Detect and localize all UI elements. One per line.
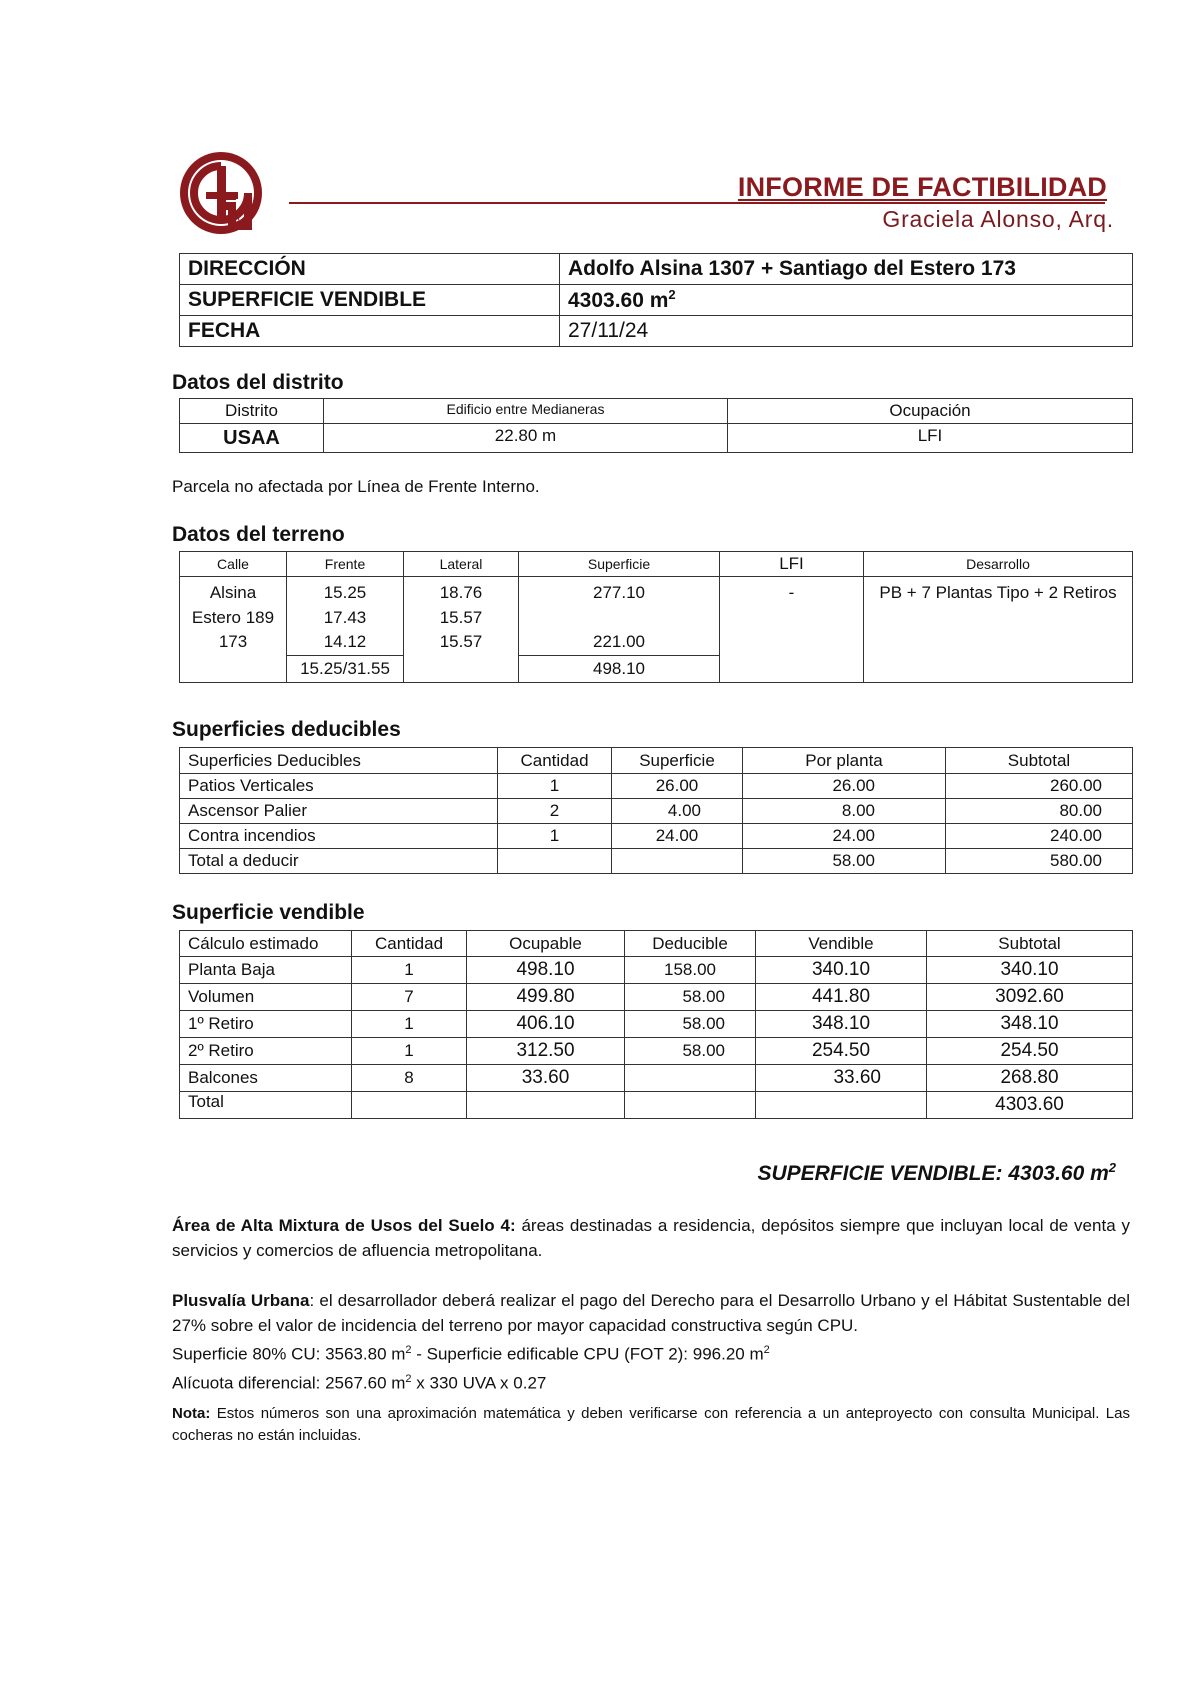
header-cell: Vendible: [756, 931, 927, 957]
header-cell: Cantidad: [498, 748, 612, 774]
header-cell: Cálculo estimado: [180, 931, 352, 957]
calle-item: 173: [218, 632, 248, 651]
lateral-item: 15.57: [439, 607, 483, 627]
table-cell: 8.00: [743, 799, 946, 824]
table-cell: 1: [352, 1038, 467, 1065]
plusvalia-paragraph: Plusvalía Urbana: el desarrollador deberá realizar el pago del Derecho para el Desarrollo Urbano y el Hábitat Sustentable del 27% sobre el valor de incidencia del terreno por mayor capacidad constructiva según CPU. Superficie 80% CU: 3563.80 $m^2$ - Superficie edificable CPU (FOT 2): 996.20 $m^2$ Alícuota diferencial: 2567.60 $m^2$ x 330 UVA x 0.27: [172, 1291, 1130, 1393]
terreno-table: [179, 551, 1133, 683]
area-paragraph: Área de Alta Mixtura de Usos del Suelo 4: áreas destinadas a residencia, depósitos siempre que incluyan local de venta y servicios y comercios de afluencia metropolitana.: [172, 1216, 1130, 1260]
superficie-vendible-summary: SUPERFICIE VENDIBLE: 4303.60 $m^2$: [757, 1160, 1116, 1185]
vendible-table: [179, 930, 1133, 1119]
header-cell: Deducible: [625, 931, 756, 957]
table-row: [180, 552, 1133, 577]
table-cell: 580.00: [946, 849, 1133, 874]
calle-item: Estero 189: [191, 607, 275, 627]
table-cell: 441.80: [756, 984, 927, 1011]
header-cell: Subtotal: [946, 748, 1133, 774]
table-cell: 8: [352, 1065, 467, 1092]
table-cell: 26.00: [612, 774, 743, 799]
table-row: [180, 254, 1133, 285]
table-cell: 7: [352, 984, 467, 1011]
info-table: [179, 253, 1133, 347]
table-row: [180, 774, 1133, 799]
header-cell: Calle: [180, 552, 287, 577]
table-cell: 498.10: [467, 957, 625, 984]
table-row: [180, 957, 1133, 984]
medianeras-value: 22.80 m: [324, 424, 728, 453]
table-row: [180, 1092, 1133, 1119]
section-title-deducibles: Superficies deducibles: [172, 718, 401, 741]
table-cell: Patios Verticales: [180, 774, 498, 799]
lateral-item: 18.76: [439, 583, 483, 602]
table-cell: Contra incendios: [180, 824, 498, 849]
table-row: [180, 824, 1133, 849]
deducibles-table: [179, 747, 1133, 874]
table-row: [180, 577, 1133, 656]
header-cell: Distrito: [180, 399, 324, 424]
table-cell: [498, 849, 612, 874]
table-cell: 3092.60: [927, 984, 1133, 1011]
table-cell: 58.00: [625, 1038, 756, 1065]
table-row: [180, 424, 1133, 453]
table-cell: Planta Baja: [180, 957, 352, 984]
company-logo: [176, 148, 266, 238]
section-title-vendible: Superficie vendible: [172, 901, 365, 924]
table-cell: 340.10: [927, 957, 1133, 984]
table-row: [180, 1011, 1133, 1038]
lfi-cell: -: [720, 577, 864, 683]
ocupacion-value: LFI: [728, 424, 1133, 453]
svg-text:Arq: Arq: [234, 216, 253, 227]
table-cell: 58.00: [743, 849, 946, 874]
parcela-note: Parcela no afectada por Línea de Frente Interno.: [172, 477, 540, 496]
superficie-total: 498.10: [519, 655, 720, 682]
header-cell: Subtotal: [927, 931, 1133, 957]
direccion-value: Adolfo Alsina 1307 + Santiago del Estero 173: [560, 254, 1133, 285]
table-cell: Total a deducir: [180, 849, 498, 874]
table-row: [180, 285, 1133, 316]
header-cell: Superficie: [612, 748, 743, 774]
table-row: [180, 984, 1133, 1011]
header-cell: Superficies Deducibles: [180, 748, 498, 774]
table-cell: 268.80: [927, 1065, 1133, 1092]
table-cell: 1: [498, 774, 612, 799]
table-cell: 260.00: [946, 774, 1133, 799]
table-cell: 312.50: [467, 1038, 625, 1065]
section-title-distrito: Datos del distrito: [172, 371, 344, 394]
table-cell: 2º Retiro: [180, 1038, 352, 1065]
table-cell: 254.50: [927, 1038, 1133, 1065]
table-cell: 340.10: [756, 957, 927, 984]
header-cell: LFI: [720, 552, 864, 577]
table-cell: 406.10: [467, 1011, 625, 1038]
distrito-value: USAA: [180, 424, 324, 453]
table-cell: 58.00: [625, 984, 756, 1011]
calle-item: Alsina: [209, 583, 257, 602]
table-cell: 240.00: [946, 824, 1133, 849]
header-cell: Cantidad: [352, 931, 467, 957]
superficie-value: 4303.60 $m^2$: [560, 285, 1133, 316]
header-cell: Superficie: [519, 552, 720, 577]
header-cell: Por planta: [743, 748, 946, 774]
frente-cell: [287, 577, 404, 656]
header-cell: Frente: [287, 552, 404, 577]
table-cell: [625, 1065, 756, 1092]
table-cell: 4303.60: [927, 1092, 1133, 1119]
frente-item: 17.43: [323, 607, 367, 627]
section-title-terreno: Datos del terreno: [172, 523, 345, 546]
table-cell: [612, 849, 743, 874]
header-cell: Edificio entre Medianeras: [324, 399, 728, 424]
table-cell: [467, 1092, 625, 1119]
header-cell: Ocupable: [467, 931, 625, 957]
table-row: [180, 849, 1133, 874]
table-cell: 1: [352, 957, 467, 984]
table-cell: Volumen: [180, 984, 352, 1011]
table-row: [180, 1065, 1133, 1092]
lateral-item: 15.57: [439, 632, 483, 651]
frente-item: 15.25: [323, 583, 367, 602]
table-cell: 24.00: [743, 824, 946, 849]
calle-cell: [180, 577, 287, 683]
table-row: [180, 1038, 1133, 1065]
table-cell: [352, 1092, 467, 1119]
table-cell: 348.10: [927, 1011, 1133, 1038]
table-cell: 254.50: [756, 1038, 927, 1065]
nota-paragraph: Nota: Estos números son una aproximación matemática y deben verificarse con referencia a un anteproyecto con consulta Municipal. Las cocheras no están incluidas.: [172, 1405, 1130, 1444]
table-cell: 1: [352, 1011, 467, 1038]
desarrollo-cell: PB + 7 Plantas Tipo + 2 Retiros: [864, 577, 1133, 683]
table-cell: 33.60: [467, 1065, 625, 1092]
frente-item: 14.12: [323, 632, 367, 651]
header-cell: Lateral: [404, 552, 519, 577]
distrito-table: [179, 398, 1133, 453]
table-cell: 499.80: [467, 984, 625, 1011]
frente-total: 15.25/31.55: [287, 655, 404, 682]
table-cell: [625, 1092, 756, 1119]
table-cell: 1: [498, 824, 612, 849]
table-cell: 348.10: [756, 1011, 927, 1038]
superficie-label: SUPERFICIE VENDIBLE: [180, 285, 560, 316]
table-cell: Total: [180, 1092, 352, 1119]
lateral-cell: [404, 577, 519, 683]
header-cell: Desarrollo: [864, 552, 1133, 577]
table-cell: 4.00: [612, 799, 743, 824]
table-cell: 26.00: [743, 774, 946, 799]
table-cell: 158.00: [625, 957, 756, 984]
table-cell: 1º Retiro: [180, 1011, 352, 1038]
direccion-label: DIRECCIÓN: [180, 254, 560, 285]
table-cell: 24.00: [612, 824, 743, 849]
fecha-value: 27/11/24: [560, 316, 1133, 347]
superficie-item: [527, 606, 711, 631]
table-row: [180, 399, 1133, 424]
header-cell: Ocupación: [728, 399, 1133, 424]
table-cell: 80.00: [946, 799, 1133, 824]
table-row: [180, 748, 1133, 774]
table-cell: [756, 1092, 927, 1119]
superficie-item: 277.10: [593, 583, 645, 602]
superficie-item: 221.00: [593, 632, 645, 651]
table-cell: Balcones: [180, 1065, 352, 1092]
table-cell: 58.00: [625, 1011, 756, 1038]
author-subtitle: Graciela Alonso, Arq.: [882, 206, 1114, 232]
table-cell: 2: [498, 799, 612, 824]
table-cell: Ascensor Palier: [180, 799, 498, 824]
fecha-label: FECHA: [180, 316, 560, 347]
report-title: INFORME DE FACTIBILIDAD: [737, 172, 1107, 202]
table-row: [180, 799, 1133, 824]
table-row: [180, 931, 1133, 957]
superficie-cell: [519, 577, 720, 656]
table-row: [180, 316, 1133, 347]
table-cell: 33.60: [756, 1065, 927, 1092]
